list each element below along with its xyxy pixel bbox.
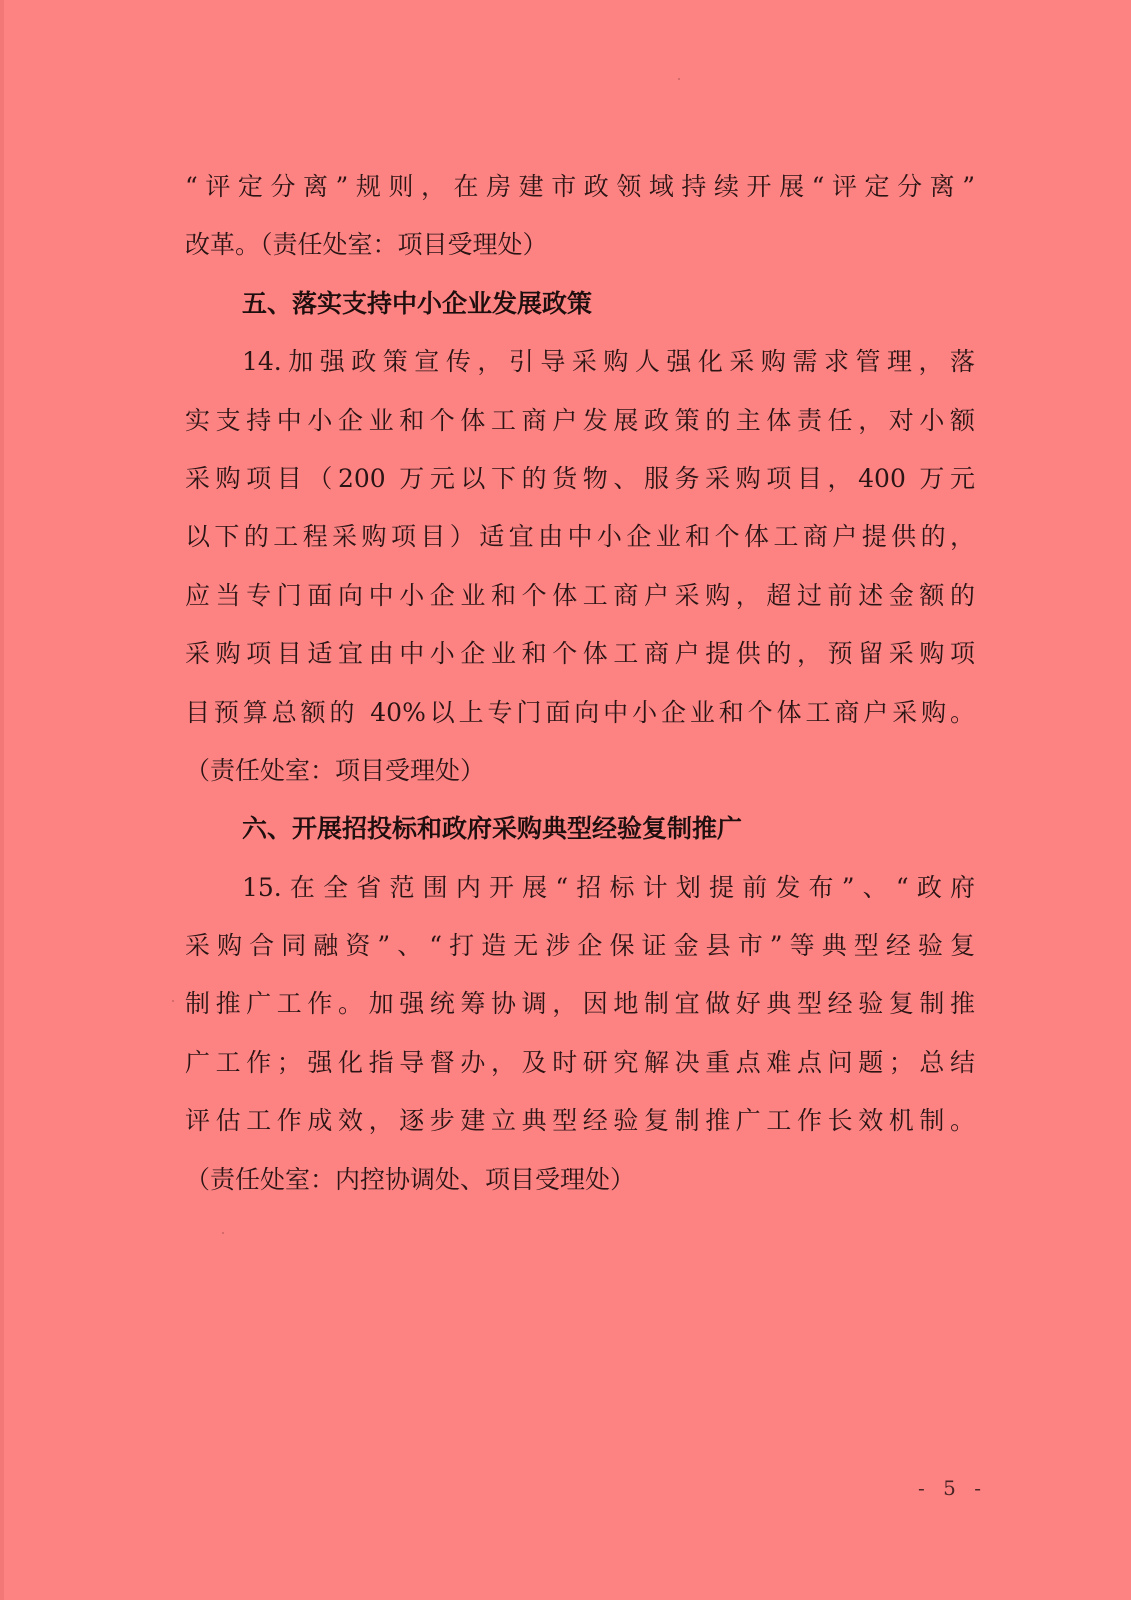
text-line: 应当专门面向中小企业和个体工商户采购，超过前述金额的 (185, 580, 975, 610)
text-line: （责任处室：项目受理处） (185, 755, 486, 785)
text-line: 实支持中小企业和个体工商户发展政策的主体责任，对小额 (185, 405, 975, 435)
text-line: 评估工作成效，逐步建立典型经验复制推广工作长效机制。 (185, 1106, 975, 1136)
text-line: 采购项目（200 万元以下的货物、服务采购项目，400 万元 (185, 463, 975, 493)
text-line: 目预算总额的 40%以上专门面向中小企业和个体工商户采购。 (185, 697, 975, 727)
section-heading: 六、开展招投标和政府采购典型经验复制推广 (242, 814, 743, 844)
scan-speck (222, 1232, 224, 1234)
document-body (185, 158, 975, 1209)
text-line: 以下的工程采购项目）适宜由中小企业和个体工商户提供的， (185, 522, 975, 552)
text-line: 15.在全省范围内开展“招标计划提前发布”、“政府 (242, 872, 975, 902)
text-line: 采购项目适宜由中小企业和个体工商户提供的，预留采购项 (185, 639, 975, 669)
section-heading: 五、落实支持中小企业发展政策 (242, 288, 593, 318)
page-number: - 5 - (918, 1476, 987, 1500)
text-line: 广工作；强化指导督办，及时研究解决重点难点问题；总结 (185, 1047, 975, 1077)
scan-speck (172, 1000, 174, 1002)
text-line: 14.加强政策宣传，引导采购人强化采购需求管理，落 (242, 347, 975, 377)
page-edge (0, 0, 4, 1600)
text-line: “评定分离”规则，在房建市政领域持续开展“评定分离” (185, 172, 975, 201)
text-line: （责任处室：内控协调处、项目受理处） (185, 1164, 636, 1194)
text-line: 制推广工作。加强统筹协调，因地制宜做好典型经验复制推 (185, 989, 975, 1019)
text-line: 改革。（责任处室：项目受理处） (185, 230, 548, 260)
scan-speck (678, 78, 680, 80)
text-line: 采购合同融资”、“打造无涉企保证金县市”等典型经验复 (185, 931, 975, 961)
